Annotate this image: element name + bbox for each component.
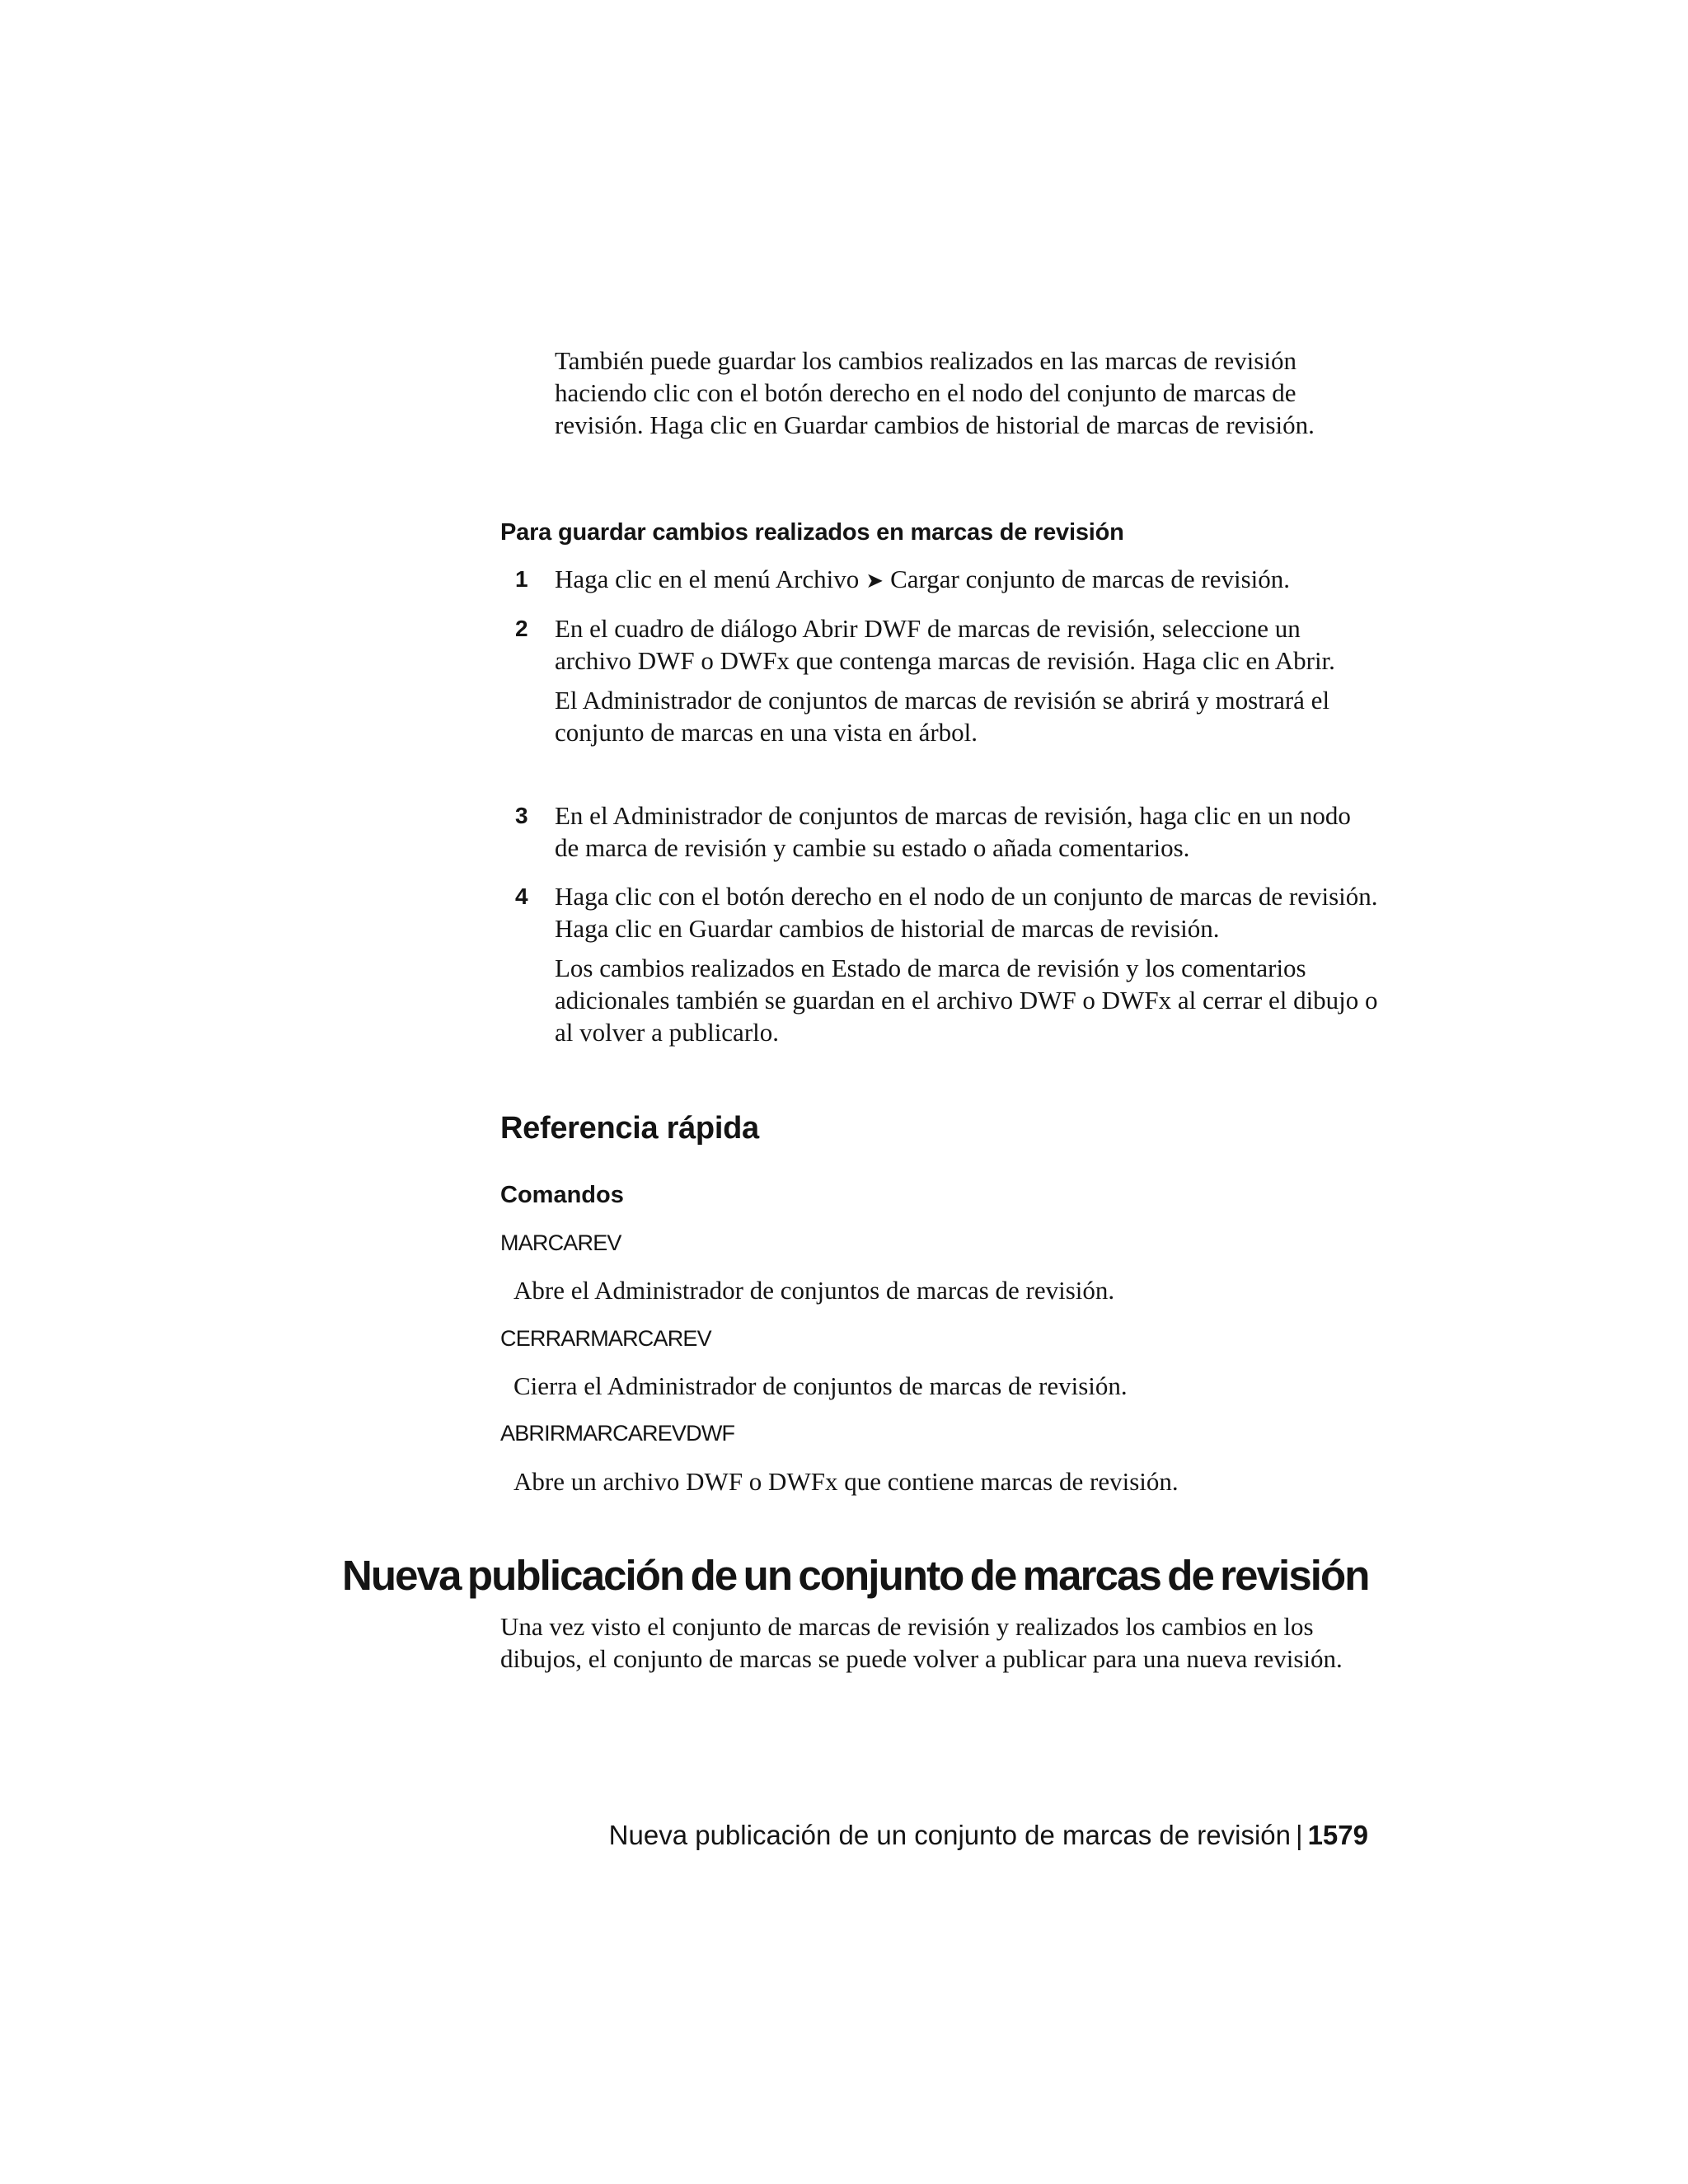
step-text-after: Cargar conjunto de marcas de revisión. bbox=[890, 565, 1291, 593]
procedure-step bbox=[500, 880, 1390, 1048]
command-name: MARCAREV bbox=[500, 1230, 621, 1255]
menu-arrow-icon: ➤ bbox=[865, 569, 884, 593]
page-footer bbox=[495, 1819, 1368, 1852]
step-number: 3 bbox=[515, 803, 528, 828]
commands-heading: Comandos bbox=[500, 1182, 624, 1208]
command-description: Abre un archivo DWF o DWFx que contiene marcas de revisión. bbox=[513, 1467, 1179, 1496]
step-number: 4 bbox=[515, 883, 528, 909]
procedure-step bbox=[500, 799, 1390, 864]
step-text: Haga clic con el botón derecho en el nodo de un conjunto de marcas de revisión. Haga clic en Guardar cambios de historial de marcas de revisión. bbox=[555, 882, 1378, 943]
footer-separator: | bbox=[1296, 1820, 1303, 1850]
step-note: Los cambios realizados en Estado de marca de revisión y los comentarios adicionales también se guardan en el archivo DWF o DWFx al cerrar el dibujo o al volver a publicarlo. bbox=[555, 954, 1378, 1047]
command-description: Cierra el Administrador de conjuntos de marcas de revisión. bbox=[513, 1371, 1128, 1400]
step-number: 1 bbox=[515, 566, 528, 592]
step-text bbox=[555, 563, 1379, 597]
procedure-step bbox=[500, 563, 1390, 597]
intro-paragraph: También puede guardar los cambios realizados en las marcas de revisión haciendo clic con el botón derecho en el nodo del conjunto de marcas de revisión. Haga clic en Guardar cambios de historial de marcas de revisión. bbox=[555, 346, 1315, 439]
step-note: El Administrador de conjuntos de marcas de revisión se abrirá y mostrará el conjunto de marcas en una vista en árbol. bbox=[555, 686, 1330, 747]
procedure-heading: Para guardar cambios realizados en marcas de revisión bbox=[500, 519, 1124, 546]
command-description: Abre el Administrador de conjuntos de marcas de revisión. bbox=[513, 1276, 1115, 1305]
section-title: Nueva publicación de un conjunto de marcas de revisión bbox=[342, 1552, 1369, 1599]
step-number: 2 bbox=[515, 616, 528, 641]
step-text: En el cuadro de diálogo Abrir DWF de marcas de revisión, seleccione un archivo DWF o DWFx que contenga marcas de revisión. Haga clic en Abrir. bbox=[555, 614, 1335, 675]
command-name: ABRIRMARCAREVDWF bbox=[500, 1421, 735, 1446]
footer-title: Nueva publicación de un conjunto de marcas de revisión bbox=[608, 1820, 1291, 1850]
command-name: CERRARMARCAREV bbox=[500, 1326, 711, 1351]
quick-reference-heading: Referencia rápida bbox=[500, 1111, 759, 1146]
step-text-before: Haga clic en el menú Archivo bbox=[555, 565, 860, 593]
step-text: En el Administrador de conjuntos de marcas de revisión, haga clic en un nodo de marca de revisión y cambie su estado o añada comentarios. bbox=[555, 801, 1351, 862]
page-number: 1579 bbox=[1307, 1820, 1368, 1850]
procedure-step bbox=[500, 612, 1390, 748]
section-paragraph: Una vez visto el conjunto de marcas de revisión y realizados los cambios en los dibujos, el conjunto de marcas se puede volver a publicar para una nueva revisión. bbox=[500, 1612, 1343, 1673]
